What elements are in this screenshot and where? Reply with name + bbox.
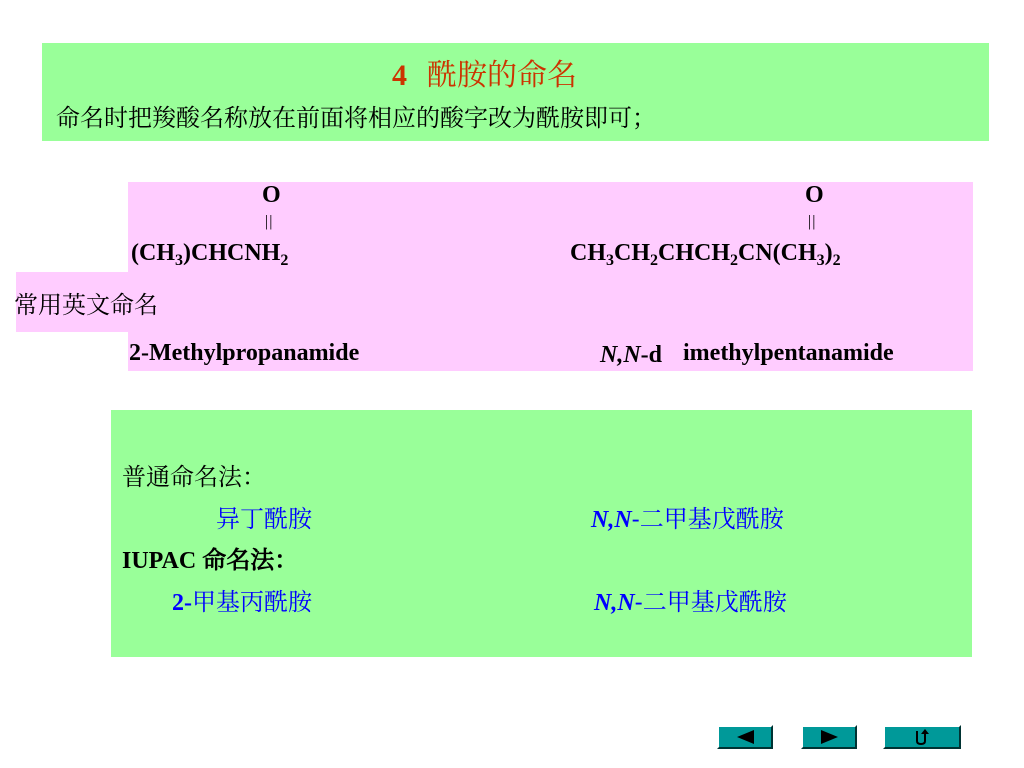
section-number: 4 [392,59,407,92]
iupac-naming-heading: IUPAC 命名法： [122,548,299,574]
triangle-left-icon [734,729,756,745]
return-button[interactable] [883,725,961,749]
iupac-name-2: N,N-二甲基戊酰胺 [594,588,787,616]
page-title [392,50,577,94]
common-name-2: N,N-二甲基戊酰胺 [591,505,784,533]
iupac-name-1: 2-甲基丙酰胺 [172,588,312,616]
compound1-oxygen: O [262,182,281,208]
return-arrow-icon [911,728,933,746]
common-naming-heading: 普通命名法： [122,463,266,491]
compound2-english-name-rest: imethylpentanamide [683,340,894,366]
compound2-formula: $CH_3CH_2CHCH_2CN(CH_3)_2$ [570,240,841,269]
compound2-double-bond: || [808,213,817,230]
previous-slide-button[interactable] [717,725,773,749]
compound1-double-bond: || [265,213,274,230]
common-name-1: 异丁酰胺 [216,505,312,533]
compound1-english-name: 2-Methylpropanamide [129,340,360,366]
english-naming-label: 常用英文命名 [14,291,158,319]
compound1-formula: $(CH_3)CHCNH_2$ [131,240,289,269]
naming-rule: 命名时把羧酸名称放在前面将相应的酸字改为酰胺即可； [56,104,656,132]
compound2-english-name: N,N-d [600,342,663,368]
compound2-oxygen: O [805,182,824,208]
title-text: 酰胺的命名 [427,58,577,93]
next-slide-button[interactable] [801,725,857,749]
triangle-right-icon [818,729,840,745]
